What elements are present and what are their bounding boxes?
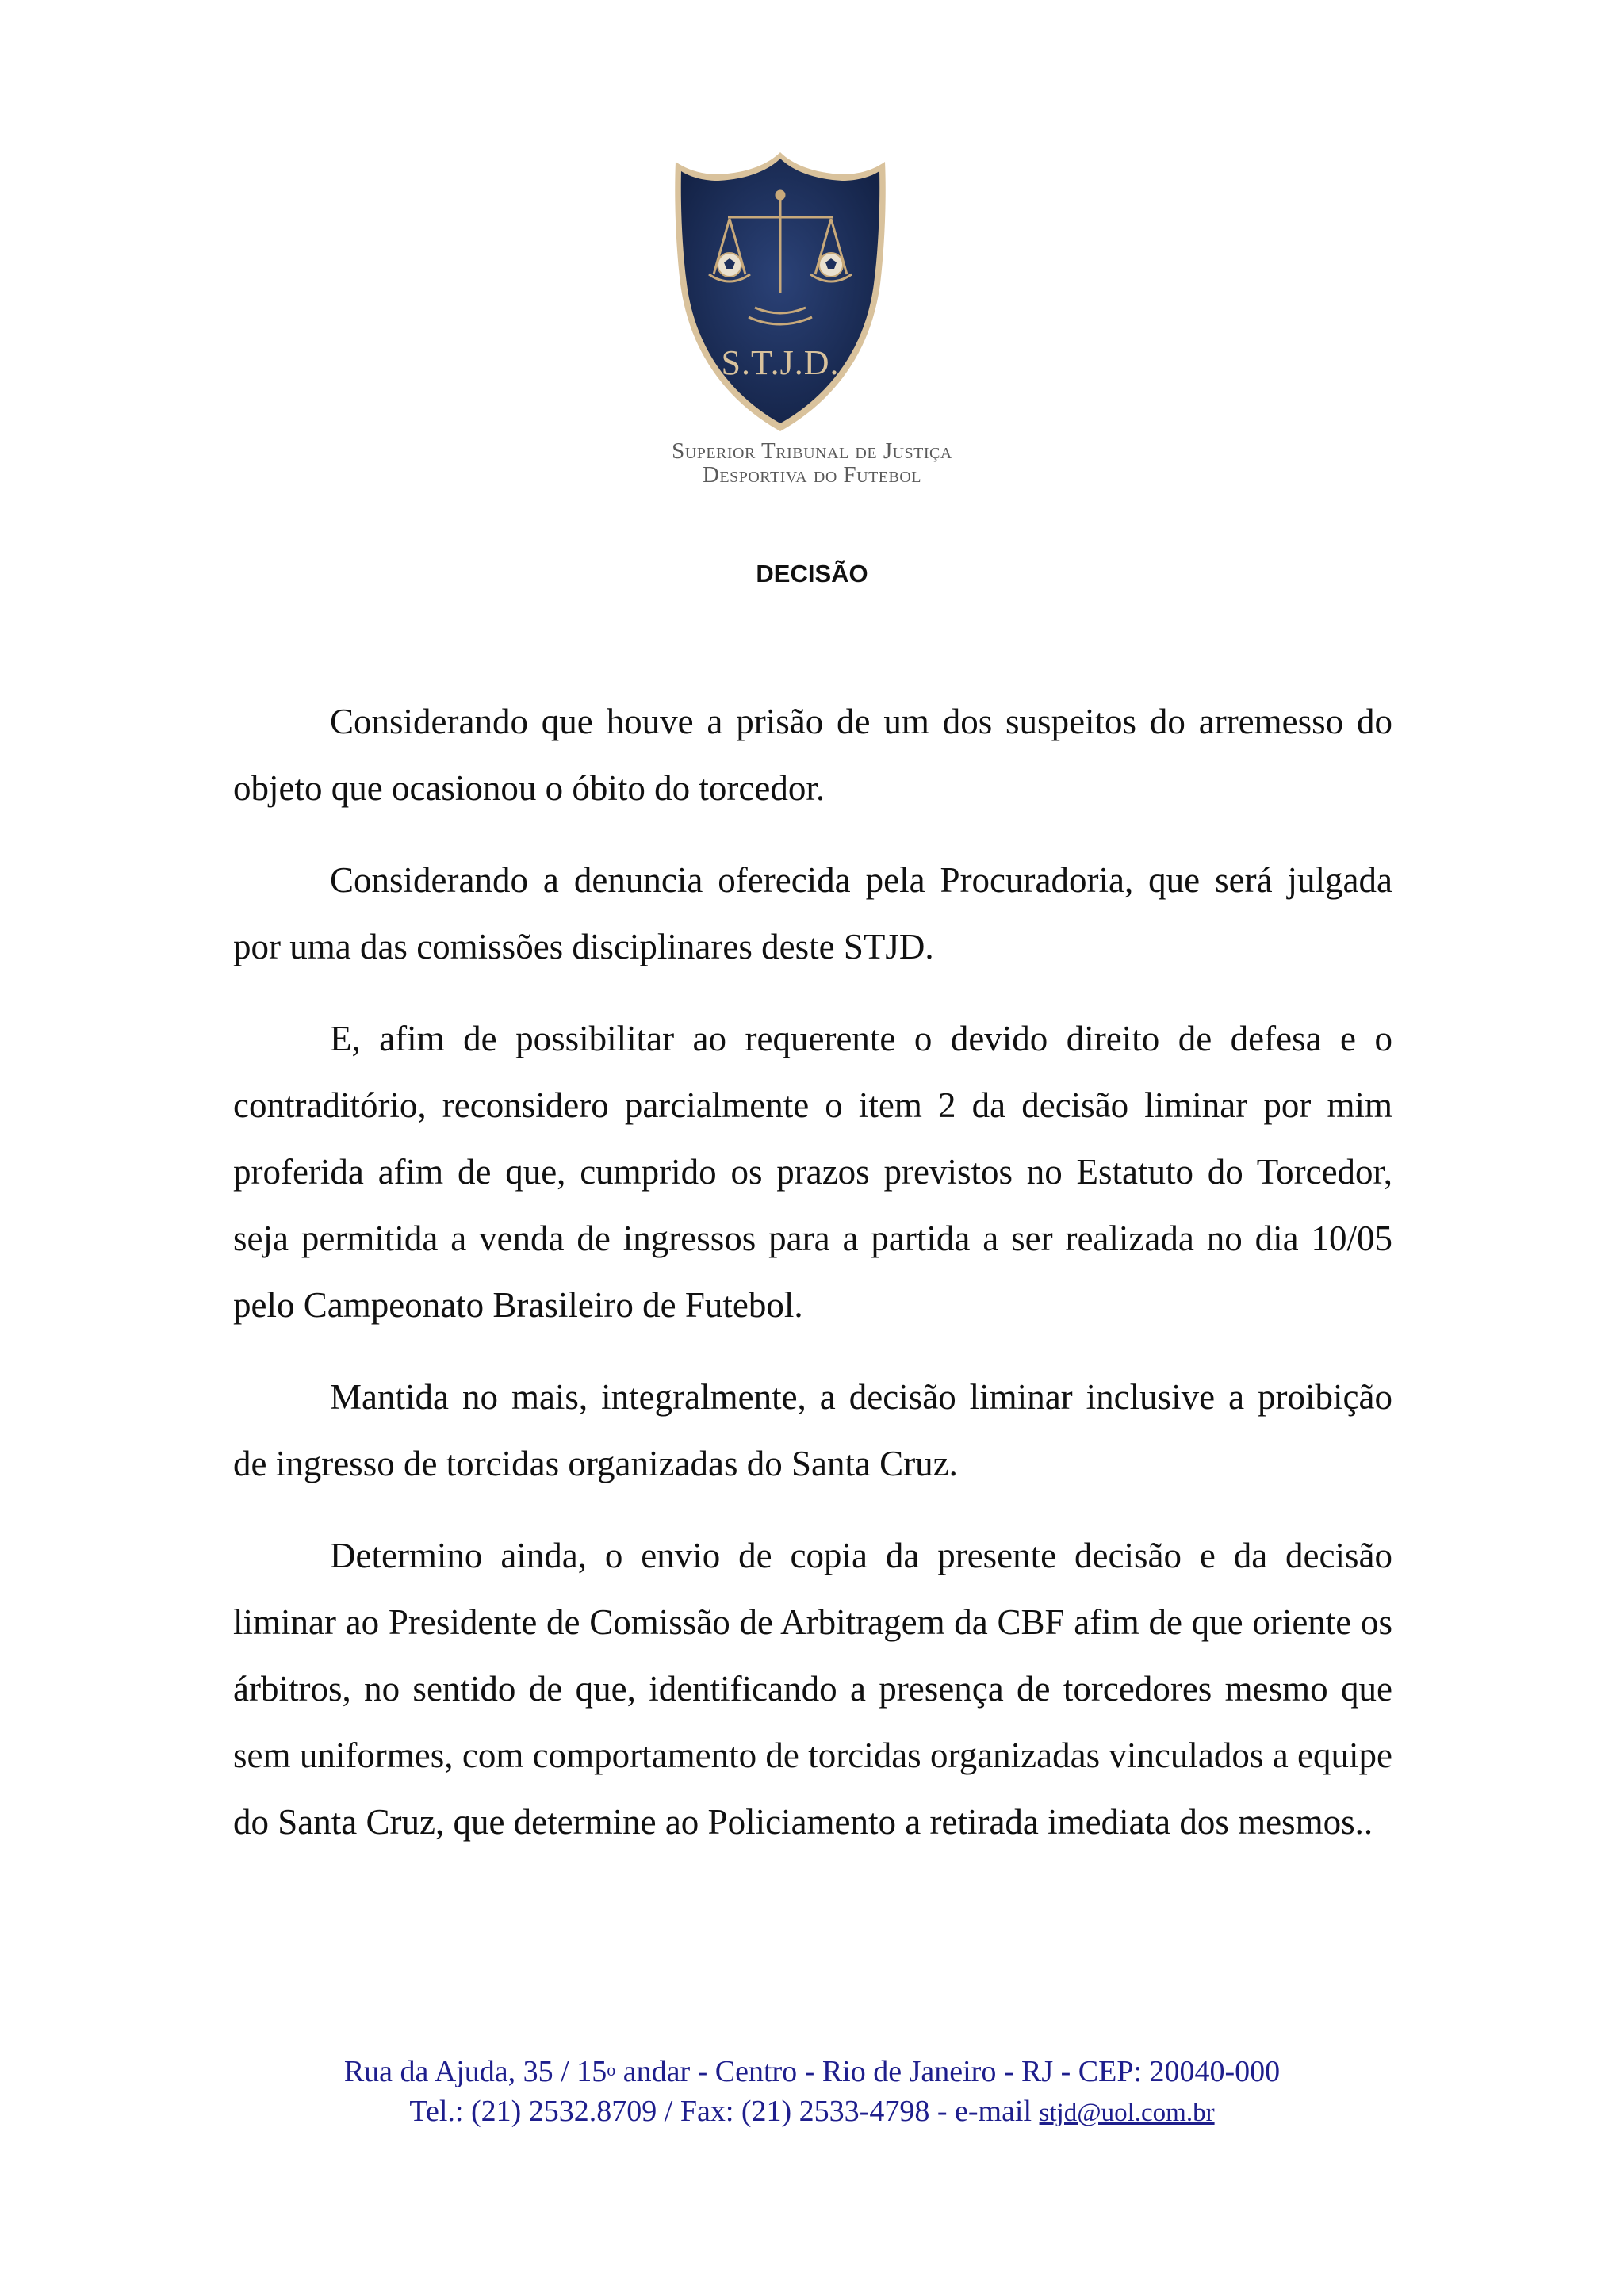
footer-address-superscript: o	[607, 2060, 616, 2080]
paragraph: Considerando que houve a prisão de um dos suspeitos do arremesso do objeto que ocasionou o óbito do torcedor.	[233, 702, 1392, 808]
footer-address-part1: Rua da Ajuda, 35 / 15	[343, 2055, 607, 2088]
document-title: DECISÃO	[756, 560, 868, 587]
footer-address	[0, 2053, 1624, 2090]
paragraph: Considerando a denuncia oferecida pela Procuradoria, que será julgada por uma das comissões disciplinares deste STJD.	[233, 860, 1392, 966]
stjd-crest-logo	[672, 149, 888, 434]
paragraph: E, afim de possibilitar ao requerente o devido direito de defesa e o contraditório, reconsidero parcialmente o item 2 da decisão liminar por mim proferida afim de que, cumprido os prazos previstos no Estatuto do Torcedor, seja permitida a venda de ingressos para a partida a ser realizada no dia 10/05 pelo Campeonato Brasileiro de Futebol.	[233, 1019, 1392, 1325]
footer-email-link[interactable]: stjd@uol.com.br	[1039, 2099, 1215, 2127]
crest-initials: S.T.J.D.	[721, 343, 840, 382]
paragraph: Mantida no mais, integralmente, a decisão liminar inclusive a proibição de ingresso de torcidas organizadas do Santa Cruz.	[233, 1377, 1392, 1483]
footer-address-part2: andar - Centro - Rio de Janeiro - RJ - CEP: 20040-000	[615, 2055, 1281, 2088]
footer-contact	[0, 2093, 1624, 2131]
paragraph: Determino ainda, o envio de copia da presente decisão e da decisão liminar ao Presidente de Comissão de Arbitragem da CBF afim de que oriente os árbitros, no sentido de que, identificando a presença de torcedores mesmo que sem uniformes, com comportamento de torcidas organizadas vinculados a equipe do Santa Cruz, que determine ao Policiamento a retirada imediata dos mesmos..	[233, 1536, 1392, 1842]
tribunal-name-line2: Desportiva do Futebol	[702, 462, 922, 488]
footer-contact-text: Tel.: (21) 2532.8709 / Fax: (21) 2533-4798 - e-mail	[409, 2095, 1040, 2128]
tribunal-name-line1: Superior Tribunal de Justiça	[672, 438, 952, 464]
letterhead	[0, 149, 1624, 490]
document-body	[233, 688, 1392, 1881]
